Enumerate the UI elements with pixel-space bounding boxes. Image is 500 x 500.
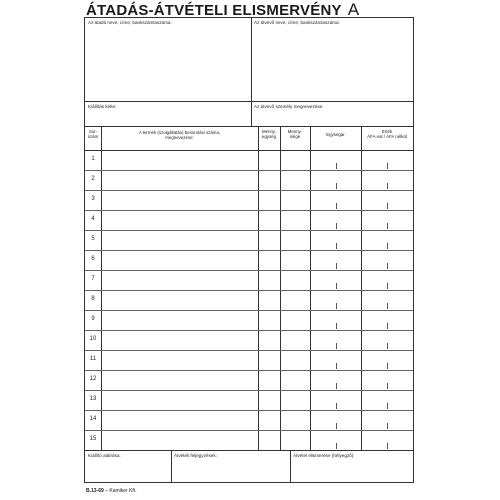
- form-code: B.13-69: [86, 488, 104, 494]
- top-mid-line: [85, 101, 413, 102]
- row-separator: [85, 350, 413, 351]
- value-tick: [387, 383, 388, 389]
- row-separator: [85, 330, 413, 331]
- row-number: 3: [91, 196, 95, 202]
- row-separator: [85, 170, 413, 171]
- header-unit-price: Egységár: [326, 132, 345, 137]
- unit-price-tick: [336, 383, 337, 389]
- issuer-signature-label: Kiállító aláírása:: [88, 453, 121, 458]
- unit-price-tick: [336, 323, 337, 329]
- transfer-notes-label: Átvételi feljegyzések:: [174, 453, 217, 458]
- row-separator: [85, 290, 413, 291]
- unit-price-tick: [336, 423, 337, 429]
- unit-price-tick: [336, 403, 337, 409]
- value-tick: [387, 163, 388, 169]
- value-tick: [387, 363, 388, 369]
- footer-separator: –: [105, 488, 110, 494]
- value-tick: [387, 323, 388, 329]
- row-number: 8: [91, 296, 95, 302]
- row-separator: [85, 370, 413, 371]
- row-number: 9: [91, 316, 95, 322]
- form-title-text: ÁTADÁS-ÁTVÉTELI ELISMERVÉNY: [86, 2, 342, 19]
- receiver-label: Az átvevő neve, címe, bankszámlaszáma:: [254, 20, 340, 25]
- row-separator: [85, 270, 413, 271]
- row-number: 7: [91, 276, 95, 282]
- bottom-divider-2: [290, 450, 291, 482]
- row-separator: [85, 390, 413, 391]
- form-copy-letter: A: [347, 0, 360, 19]
- publisher-name: Kamiker Kft.: [109, 488, 137, 494]
- table-body: [85, 150, 413, 450]
- header-value: Érték ÁFA-val / ÁFA nélkül: [367, 129, 407, 140]
- row-separator: [85, 210, 413, 211]
- row-separator: [85, 250, 413, 251]
- value-tick: [387, 303, 388, 309]
- value-tick: [387, 183, 388, 189]
- row-number: 15: [89, 436, 97, 442]
- value-tick: [387, 403, 388, 409]
- form-sheet: [84, 17, 414, 483]
- row-number: 12: [89, 376, 97, 382]
- receiver-ack-label: Átvétel elismerése (hélyegző):: [293, 453, 355, 458]
- row-number: 14: [89, 416, 97, 422]
- row-number: 6: [91, 256, 95, 262]
- top-divider: [251, 18, 252, 126]
- value-tick: [387, 343, 388, 349]
- row-separator: [85, 230, 413, 231]
- row-number: 13: [89, 396, 97, 402]
- value-tick: [387, 263, 388, 269]
- unit-price-tick: [336, 263, 337, 269]
- bottom-top-line: [85, 450, 413, 451]
- row-number: 11: [89, 356, 97, 362]
- unit-price-tick: [336, 243, 337, 249]
- header-product: A termék (szolgáltatás) besorolási száma, megnevezése:: [138, 130, 221, 141]
- unit-price-tick: [336, 223, 337, 229]
- value-tick: [387, 203, 388, 209]
- unit-price-tick: [336, 183, 337, 189]
- transferor-label: Az átadó neve, címe, bankszámlaszáma:: [88, 20, 172, 25]
- unit-price-tick: [336, 343, 337, 349]
- unit-price-tick: [336, 443, 337, 449]
- unit-price-tick: [336, 363, 337, 369]
- row-number: 1: [91, 156, 95, 162]
- issue-date-label: Kiállítás kelte:: [88, 104, 117, 109]
- row-number: 10: [89, 336, 97, 342]
- row-separator: [85, 190, 413, 191]
- header-quantity: Menny- isége: [287, 129, 303, 140]
- value-tick: [387, 243, 388, 249]
- unit-price-tick: [336, 203, 337, 209]
- row-separator: [85, 310, 413, 311]
- header-unit: Menny. egység: [261, 129, 277, 140]
- unit-price-tick: [336, 303, 337, 309]
- value-tick: [387, 443, 388, 449]
- form-footer: [86, 488, 137, 494]
- header-seq: Sor- szám: [87, 129, 99, 140]
- value-tick: [387, 423, 388, 429]
- value-tick: [387, 283, 388, 289]
- unit-price-tick: [336, 163, 337, 169]
- row-number: 2: [91, 176, 95, 182]
- receiver-person-label: Az átvevő személy megnevezése:: [254, 104, 324, 109]
- row-separator: [85, 410, 413, 411]
- row-number: 5: [91, 236, 95, 242]
- value-tick: [387, 223, 388, 229]
- bottom-divider-1: [171, 450, 172, 482]
- unit-price-tick: [336, 283, 337, 289]
- row-separator: [85, 430, 413, 431]
- items-table: [85, 126, 413, 450]
- row-number: 4: [91, 216, 95, 222]
